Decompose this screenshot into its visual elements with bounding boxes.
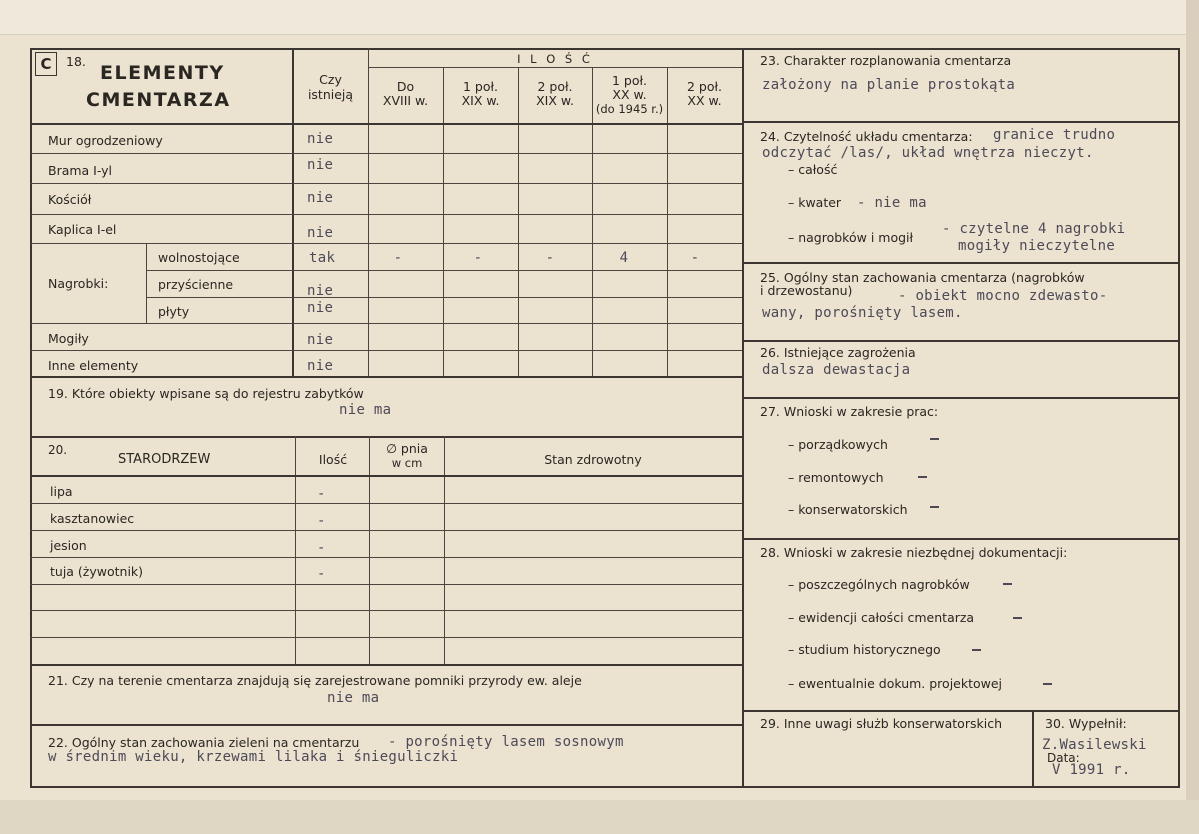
s26-answer: dalsza dewastacja [762, 362, 911, 378]
period-3-line2: XIX w. [536, 93, 574, 108]
s28-item-2: – ewidencji całości cmentarza [788, 610, 975, 625]
grid-line [30, 243, 742, 244]
period-2-line2: XIX w. [461, 93, 500, 108]
element-label-gate: Brama I-yl [48, 163, 113, 178]
s23-question: 23. Charakter rozplanowania cmentarza [760, 53, 1012, 68]
exists-church: nie [307, 190, 334, 206]
s28-dash-4 [1043, 683, 1052, 685]
tree-name-1: lipa [50, 484, 73, 499]
element-sub-wall: przyścienne [158, 277, 234, 292]
grid-line [146, 243, 147, 323]
section-letter-box: C [35, 52, 57, 76]
element-label-other: Inne elementy [48, 358, 139, 373]
period-header-3 [518, 80, 592, 108]
s27-dash-3 [930, 506, 939, 508]
bottom-paper-edge [0, 800, 1199, 834]
grid-line [30, 183, 742, 184]
tree-name-4: tuja (żywotnik) [50, 564, 144, 579]
grid-line [742, 262, 1180, 264]
grid-line [30, 610, 742, 611]
grid-line [592, 67, 593, 376]
grid-line [667, 67, 668, 376]
s19-answer: nie ma [339, 402, 392, 418]
top-paper-strip [0, 0, 1199, 35]
grid-line [30, 214, 742, 215]
qty-period-2: - [473, 250, 483, 266]
exists-mounds: nie [307, 332, 334, 348]
grid-line [292, 48, 294, 376]
tree-qty-4: - [317, 566, 326, 582]
grid-line [742, 121, 1180, 123]
s24-item-graves: – nagrobków i mogił [788, 230, 914, 245]
grid-line [30, 153, 742, 154]
s27-question: 27. Wnioski w zakresie prac: [760, 404, 939, 419]
s30-name: Z.Wasilewski [1042, 737, 1147, 753]
grid-line [30, 557, 742, 558]
section-18-title-line1: ELEMENTY [100, 62, 225, 84]
tree-name-2: kasztanowiec [50, 511, 135, 526]
s24-graves-answer-line2: mogiły nieczytelne [958, 238, 1116, 254]
qty-period-1: - [393, 250, 403, 266]
grid-line [742, 397, 1180, 399]
exists-wall: nie [307, 131, 334, 147]
exists-freestanding: tak [309, 250, 336, 266]
quantity-header: I L O Ś Ć [517, 52, 593, 66]
tree-qty-1: - [317, 486, 326, 502]
period-5-line1: 2 poł. [686, 79, 723, 94]
grid-line [742, 710, 1180, 712]
s30-date: V 1991 r. [1052, 762, 1131, 778]
s22-answer-line2: w średnim wieku, krzewami lilaka i śnieguliczki [48, 749, 459, 765]
element-sub-freestanding: wolnostojące [158, 250, 240, 265]
right-paper-edge [1186, 0, 1199, 834]
period-1-line1: Do [396, 79, 415, 94]
s20-diam-line1: ∅ pnia [386, 441, 428, 456]
grid-line [443, 67, 444, 376]
s24-item-quarters: – kwater [788, 195, 842, 210]
s25-question-line2: i drzewostanu) [760, 283, 853, 298]
grid-line [146, 297, 742, 298]
exists-wall-graves: nie [307, 283, 334, 299]
s23-answer: założony na planie prostokąta [762, 77, 1016, 93]
tree-name-3: jesion [50, 538, 87, 553]
grid-line [30, 475, 742, 477]
s27-dash-2 [918, 476, 927, 478]
grid-line [30, 724, 742, 726]
period-2-line1: 1 poł. [462, 79, 499, 94]
exists-header-1 [293, 72, 368, 102]
grid-line [30, 637, 742, 638]
period-1-line2: XVIII w. [382, 93, 429, 108]
s25-answer-line1: - obiekt mocno zdewasto- [898, 288, 1108, 304]
exists-chapel: nie [307, 225, 334, 241]
grid-line [30, 123, 742, 125]
tree-qty-2: - [317, 513, 326, 529]
period-4-line3: (do 1945 r.) [595, 102, 664, 116]
period-header-2 [443, 80, 518, 108]
s24-item-whole: – całość [788, 162, 838, 177]
grid-line [30, 376, 742, 378]
s28-item-1: – poszczególnych nagrobków [788, 577, 970, 592]
s24-quarters-answer: - nie ma [857, 195, 927, 211]
element-label-church: Kościół [48, 192, 92, 207]
tree-qty-3: - [317, 540, 326, 556]
s28-dash-1 [1003, 583, 1012, 585]
s28-item-4: – ewentualnie dokum. projektowej [788, 676, 1003, 691]
element-label-chapel: Kaplica I-el [48, 222, 117, 237]
s28-item-3: – studium historycznego [788, 642, 941, 657]
grid-line [295, 436, 296, 664]
exists-slabs: nie [307, 300, 334, 316]
period-header-5 [667, 80, 742, 108]
grid-line [30, 664, 742, 666]
s20-diam-line2: w cm [391, 456, 423, 470]
s28-question: 28. Wnioski w zakresie niezbędnej dokumentacji: [760, 545, 1068, 560]
s30-question: 30. Wypełnił: [1045, 716, 1127, 731]
grid-line [30, 350, 742, 351]
s21-answer: nie ma [327, 690, 380, 706]
exists-gate: nie [307, 157, 334, 173]
s27-item-2: – remontowych [788, 470, 884, 485]
grid-line [444, 436, 445, 664]
exists-header: Czy istnieją [307, 72, 354, 102]
qty-period-4: 4 [619, 250, 629, 266]
grid-line [30, 530, 742, 531]
grid-line [30, 503, 742, 504]
period-4-line1: 1 poł. [611, 73, 648, 88]
s27-item-3: – konserwatorskich [788, 502, 908, 517]
s25-question-line1: 25. Ogólny stan zachowania cmentarza (nagrobków [760, 270, 1085, 285]
grid-line [518, 67, 519, 376]
grid-line [30, 584, 742, 585]
grid-line [742, 340, 1180, 342]
s28-dash-3 [972, 649, 981, 651]
s27-dash-1 [930, 438, 939, 440]
s24-answer-line1: granice trudno [993, 127, 1116, 143]
s22-question: 22. Ogólny stan zachowania zieleni na cmentarzu [48, 735, 360, 750]
period-3-line1: 2 poł. [537, 79, 573, 94]
s26-question: 26. Istniejące zagrożenia [760, 345, 916, 360]
s24-graves-answer-line1: - czytelne 4 nagrobki [942, 221, 1126, 237]
s29-question: 29. Inne uwagi służb konserwatorskich [760, 716, 1002, 731]
section-18-title-line2: CMENTARZA [86, 89, 231, 111]
element-sub-slabs: płyty [158, 304, 190, 319]
element-label-wall: Mur ogrodzeniowy [48, 133, 163, 148]
s28-dash-2 [1013, 617, 1022, 619]
s24-answer-line2: odczytać /las/, układ wnętrza nieczyt. [762, 145, 1094, 161]
s27-item-1: – porządkowych [788, 437, 888, 452]
period-header-1 [368, 80, 443, 108]
grid-line [1032, 710, 1034, 788]
grid-line [369, 436, 370, 664]
s30-date-label: Data: [1047, 751, 1080, 765]
exists-other: nie [307, 358, 334, 374]
grid-line [368, 48, 369, 376]
grid-line [30, 323, 742, 324]
period-5-line2: XX w. [687, 93, 722, 108]
grid-line [742, 538, 1180, 540]
s20-qty-header: Ilość [318, 452, 348, 467]
period-4-line2: XX w. [612, 87, 647, 102]
s20-health-header: Stan zdrowotny [544, 452, 642, 467]
s25-answer-line2: wany, porośnięty lasem. [762, 305, 963, 321]
qty-period-3: - [545, 250, 555, 266]
s20-diam-header [370, 442, 444, 470]
s20-title: STARODRZEW [118, 452, 211, 467]
s19-question: 19. Które obiekty wpisane są do rejestru zabytków [48, 386, 364, 401]
s22-answer-line1: - porośnięty lasem sosnowym [388, 734, 624, 750]
s24-question: 24. Czytelność układu cmentarza: [760, 129, 973, 144]
qty-period-5: - [690, 250, 700, 266]
period-header-4 [592, 74, 667, 116]
element-label-mounds: Mogiły [48, 331, 89, 346]
grid-line [30, 436, 742, 438]
s21-question: 21. Czy na terenie cmentarza znajdują się zarejestrowane pomniki przyrody ew. aleje [48, 673, 582, 688]
grid-line [146, 270, 742, 271]
grid-line [368, 67, 742, 68]
s20-number: 20. [48, 443, 68, 457]
element-label-graves: Nagrobki: [48, 276, 109, 291]
section-18-number: 18. [66, 54, 86, 69]
column-divider [742, 48, 744, 788]
